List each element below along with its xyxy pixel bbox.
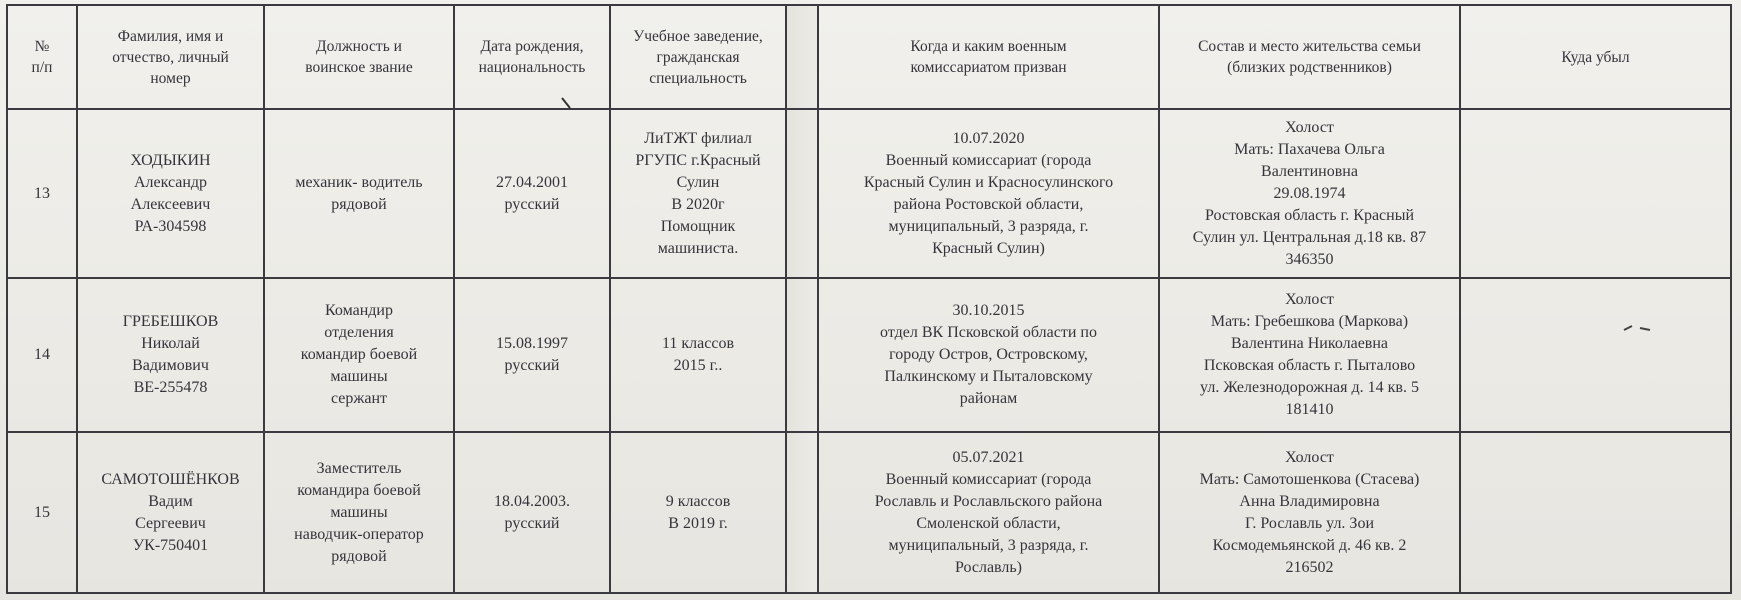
cell-text-line: русский [504, 195, 560, 213]
cell-text-line: Куда убыл [1561, 48, 1630, 66]
cell-text-line: района Ростовской области, [893, 195, 1084, 213]
cell-text-line: Фамилия, имя и [117, 27, 224, 45]
cell-text-line: 346350 [1285, 250, 1334, 268]
cell-text-line: ХОДЫКИН [130, 151, 211, 169]
cell-text-line: Валентина Николаевна [1230, 335, 1389, 353]
education-cell [610, 278, 786, 432]
cell-text-line: Мать: Пахачева Ольга [1234, 140, 1385, 158]
departed-cell [1460, 432, 1731, 593]
position-cell [264, 278, 454, 432]
cell-text-line: Вадим [148, 492, 193, 510]
cell-text-line: Холост [1285, 448, 1334, 466]
header-blank-column [786, 5, 818, 109]
header-departed [1460, 5, 1731, 109]
cell-text-line: 2015 г.. [673, 357, 723, 375]
row-number: 15 [7, 432, 77, 593]
cell-text-line: отчество, личный [112, 48, 229, 66]
family-cell [1159, 432, 1460, 593]
cell-text-line: 29.08.1974 [1273, 184, 1346, 202]
cell-text-line: отделения [324, 324, 394, 342]
cell-text-line: 27.04.2001 [496, 173, 568, 191]
cell-text-line: п/п [31, 59, 53, 76]
blank-cell [786, 109, 818, 278]
cell-text-line: Сулин [676, 173, 720, 191]
cell-text-line: РА-304598 [134, 217, 207, 235]
cell-text-line: 15.08.1997 [496, 335, 568, 353]
full-name-cell [77, 278, 264, 432]
cell-text-line: комиссариатом призван [910, 59, 1067, 76]
cell-text-line: В 2019 г. [668, 514, 728, 532]
cell-text-line: Заместитель [316, 459, 402, 477]
cell-text-line: Когда и каким военным [910, 38, 1067, 55]
cell-text-line: машины [330, 368, 388, 386]
education-cell [610, 432, 786, 593]
cell-text-line: городу Остров, Островскому, [889, 346, 1088, 364]
birth-cell [454, 109, 610, 278]
cell-text-line: машиниста. [657, 239, 739, 257]
cell-text-line: Анна Владимировна [1239, 492, 1380, 510]
blank-cell [786, 278, 818, 432]
cell-text-line: САМОТОШЁНКОВ [101, 470, 240, 488]
header-family [1159, 5, 1460, 109]
cell-text-line: Валентиновна [1261, 162, 1358, 180]
cell-text-line: районам [959, 390, 1018, 408]
cell-text-line: Николай [141, 335, 200, 353]
cell-text-line: Сулин ул. Центральная д.18 кв. 87 [1192, 228, 1427, 246]
conscription-cell [818, 432, 1159, 593]
cell-text-line: 05.07.2021 [952, 448, 1025, 466]
cell-text-line: национальность [478, 59, 586, 76]
cell-text-line: Состав и место жительства семьи [1198, 38, 1421, 55]
cell-text-line: русский [504, 514, 560, 532]
cell-text-line: муниципальный, 3 разряда, г. [888, 536, 1089, 554]
cell-text-line: сержант [330, 390, 388, 408]
cell-text-line: Должность и [316, 38, 402, 55]
header-birth-nationality [454, 5, 610, 109]
cell-text-line: ул. Железнодорожная д. 14 кв. 5 [1200, 379, 1419, 397]
cell-text-line: Псковская область г. Пыталово [1203, 357, 1416, 375]
departed-cell [1460, 109, 1731, 278]
cell-text-line: Холост [1285, 291, 1334, 309]
cell-text-line: Красный Сулин) [932, 239, 1045, 257]
conscription-cell [818, 278, 1159, 432]
cell-text-line: Палкинскому и Пыталовскому [884, 368, 1093, 386]
cell-text-line: Мать: Гребешкова (Маркова) [1210, 313, 1409, 331]
cell-text-line: наводчик-оператор [294, 525, 424, 543]
cell-text-line: Помощник [660, 217, 736, 235]
cell-text-line: гражданская [656, 48, 740, 66]
blank-cell [786, 432, 818, 593]
cell-text-line: Алексеевич [130, 195, 211, 213]
header-number [7, 5, 77, 109]
table-row [7, 432, 1731, 593]
full-name-cell [77, 432, 264, 593]
cell-text-line: специальность [649, 69, 747, 87]
family-cell [1159, 109, 1460, 278]
cell-text-line: Сергеевич [135, 514, 206, 532]
cell-text-line: № [34, 38, 50, 55]
full-name-cell [77, 109, 264, 278]
birth-cell [454, 278, 610, 432]
cell-text-line: русский [504, 357, 560, 375]
header-conscription [818, 5, 1159, 109]
cell-text-line: РГУПС г.Красный [635, 151, 761, 169]
cell-text-line: рядовой [331, 547, 387, 565]
row-number: 14 [7, 278, 77, 432]
cell-text-line: Мать: Самотошенкова (Стасева) [1199, 470, 1420, 488]
family-cell [1159, 278, 1460, 432]
cell-text-line: машины [330, 503, 388, 521]
departed-cell [1460, 278, 1731, 432]
position-cell [264, 432, 454, 593]
cell-text-line: 10.07.2020 [952, 129, 1025, 147]
cell-text-line: 216502 [1285, 558, 1334, 576]
cell-text-line: Смоленской области, [916, 514, 1061, 532]
cell-text-line: воинское звание [305, 59, 413, 76]
row-number: 13 [7, 109, 77, 278]
table-header-row [7, 5, 1731, 109]
table-row [7, 278, 1731, 432]
cell-text-line: Красный Сулин и Красносулинского [863, 173, 1114, 191]
birth-cell [454, 432, 610, 593]
table-row [7, 109, 1731, 278]
cell-text-line: Космодемьянской д. 46 кв. 2 [1212, 536, 1407, 554]
cell-text-line: Холост [1285, 118, 1334, 136]
cell-text-line: Г. Рославль ул. Зои [1244, 514, 1374, 532]
cell-text-line: В 2020г [671, 195, 725, 213]
header-education [610, 5, 786, 109]
cell-text-line: номер [150, 69, 191, 87]
cell-text-line: (близких родственников) [1227, 59, 1392, 76]
cell-text-line: ГРЕБЕШКОВ [122, 313, 219, 331]
cell-text-line: ЛиТЖТ филиал [644, 129, 752, 147]
header-position-rank [264, 5, 454, 109]
cell-text-line: 11 классов [661, 335, 735, 353]
personnel-register-table [6, 4, 1732, 594]
cell-text-line: 9 классов [665, 492, 731, 510]
cell-text-line: УК-750401 [132, 536, 209, 554]
position-cell [264, 109, 454, 278]
cell-text-line: Военный комиссариат (города [885, 470, 1092, 488]
cell-text-line: Вадимович [132, 357, 209, 375]
header-full-name [77, 5, 264, 109]
cell-text-line: рядовой [331, 195, 387, 213]
cell-text-line: 18.04.2003. [494, 492, 570, 510]
cell-text-line: 181410 [1285, 401, 1334, 419]
cell-text-line: ВЕ-255478 [133, 379, 208, 397]
cell-text-line: командир боевой [300, 346, 418, 364]
cell-text-line: Военный комиссариат (города [885, 151, 1092, 169]
cell-text-line: Александр [133, 173, 208, 191]
cell-text-line: отдел ВК Псковской области по [880, 324, 1097, 342]
cell-text-line: Ростовская область г. Красный [1204, 206, 1415, 224]
cell-text-line: командира боевой [297, 481, 421, 499]
cell-text-line: Рославль) [954, 558, 1023, 576]
conscription-cell [818, 109, 1159, 278]
education-cell [610, 109, 786, 278]
cell-text-line: Командир [325, 302, 393, 320]
cell-text-line: механик- водитель [295, 173, 423, 191]
cell-text-line: Учебное заведение, [633, 27, 763, 45]
cell-text-line: 30.10.2015 [952, 302, 1025, 320]
cell-text-line: Рославль и Рославльского района [874, 492, 1103, 510]
cell-text-line: Дата рождения, [480, 38, 584, 55]
cell-text-line: муниципальный, 3 разряда, г. [888, 217, 1089, 235]
